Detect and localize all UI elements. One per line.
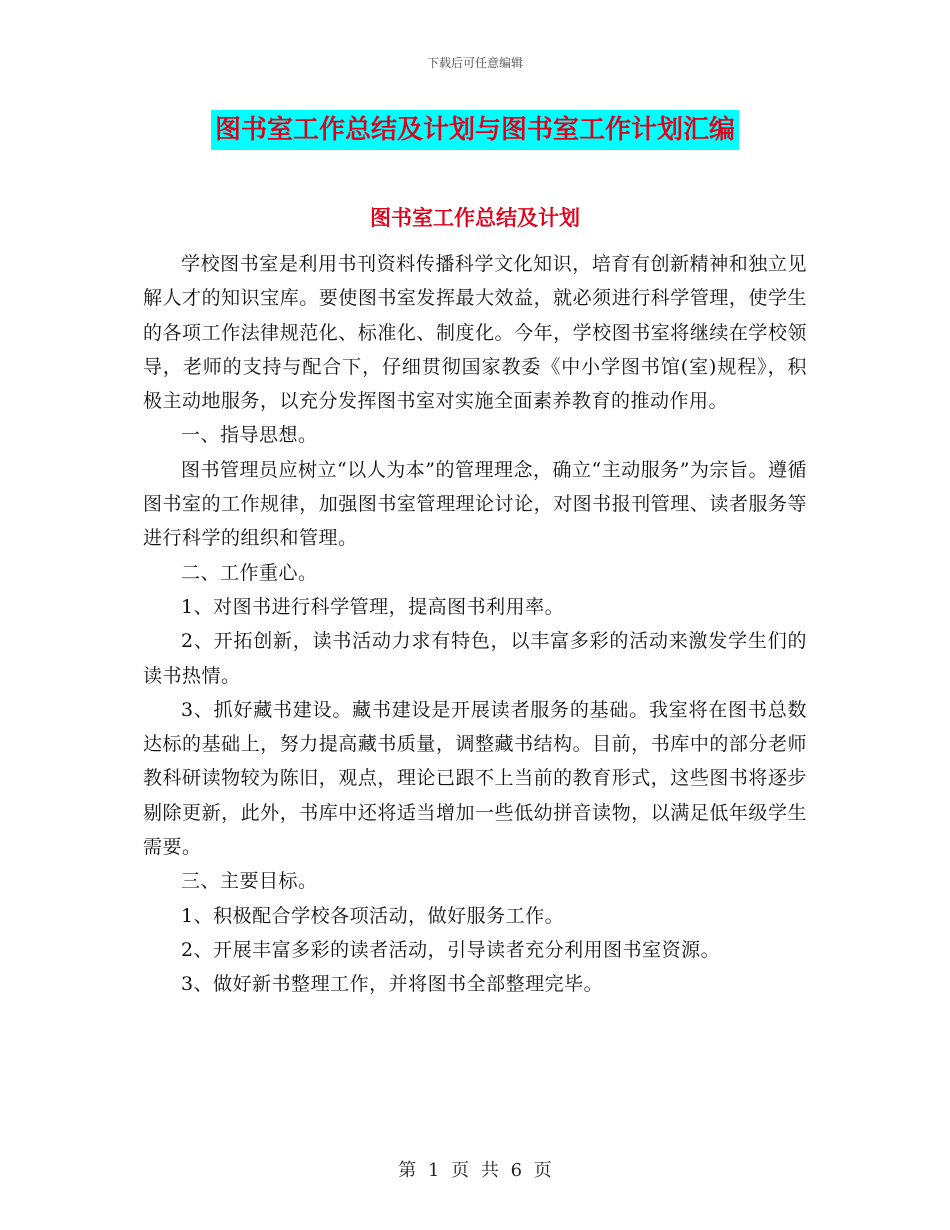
heading-guiding-ideology: 一、指导思想。: [181, 424, 318, 447]
heading-work-focus: 二、工作重心。: [181, 561, 318, 584]
document-title: [0, 110, 950, 150]
list-item: 1、积极配合学校各项活动，做好服务工作。: [181, 904, 565, 927]
list-item: 3、抓好藏书建设。藏书建设是开展读者服务的基础。我室将在图书总数达标的基础上，努力提高藏书质量，调整藏书结构。目前，书库中的部分老师教科研读物较为陈旧，观点，理论已跟不上当前的教育形式，这些图书将逐步剔除更新，此外，书库中还将适当增加一些低幼拼音读物，以满足低年级学生需要。: [143, 698, 807, 859]
list-item: 2、开展丰富多彩的读者活动，引导读者充分利用图书室资源。: [181, 938, 721, 961]
list-item: 2、开拓创新，读书活动力求有特色，以丰富多彩的活动来激发学生们的读书热情。: [143, 630, 807, 687]
header-note: 下载后可任意编辑: [426, 56, 523, 70]
paragraph: 学校图书室是利用书刊资料传播科学文化知识，培育有创新精神和独立见解人才的知识宝库。要使图书室发挥最大效益，就必须进行科学管理，使学生的各项工作法律规范化、标准化、制度化。今年，学校图书室将继续在学校领导，老师的支持与配合下，仔细贯彻国家教委《中小学图书馆(室)规程》，积极主动地服务，以充分发挥图书室对实施全面素养教育的推动作用。: [143, 253, 807, 413]
document-title-text: 图书室工作总结及计划与图书室工作计划汇编: [211, 110, 739, 150]
paragraph: 图书管理员应树立“以人为本”的管理理念，确立“主动服务”为宗旨。遵循图书室的工作规律，加强图书室管理理论讨论，对图书报刊管理、读者服务等进行科学的组织和管理。: [143, 458, 807, 550]
list-item: 1、对图书进行科学管理，提高图书利用率。: [181, 595, 565, 618]
section-title: 图书室工作总结及计划: [370, 206, 580, 230]
list-item: 3、做好新书整理工作，并将图书全部整理完毕。: [181, 973, 604, 996]
document-body: [143, 247, 807, 1002]
page-footer: 第 1 页 共 6 页: [398, 1160, 552, 1181]
heading-main-goals: 三、主要目标。: [181, 870, 318, 893]
